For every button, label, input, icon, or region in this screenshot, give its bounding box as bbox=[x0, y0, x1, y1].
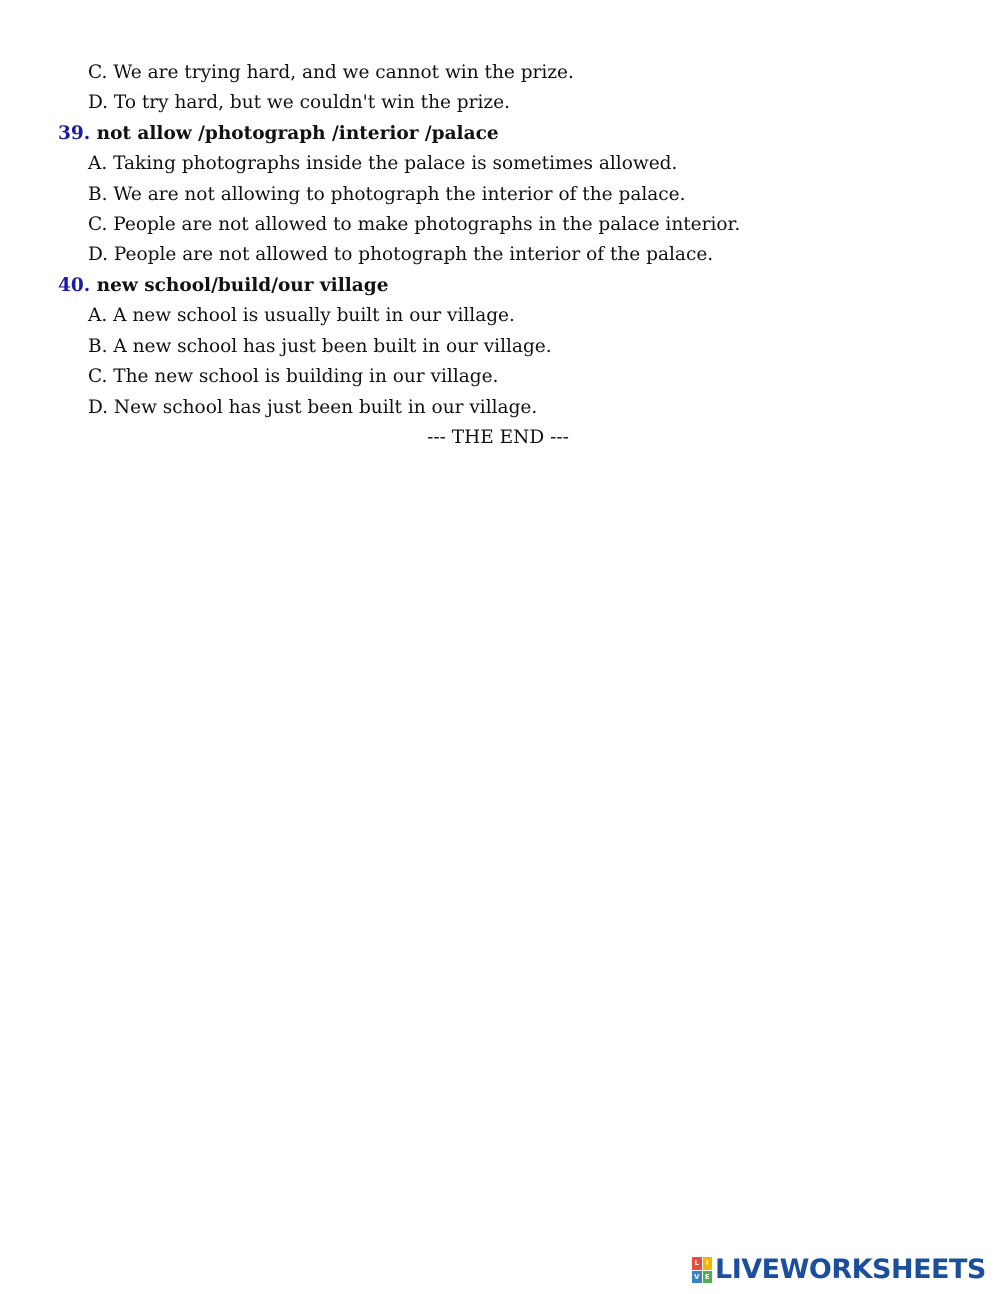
q39-heading bbox=[58, 123, 499, 145]
liveworksheets-logo-icon bbox=[692, 1257, 712, 1283]
q39-option-d: D. People are not allowed to photograph the interior of the palace. bbox=[88, 244, 714, 265]
q40-option-b: B. A new school has just been built in our village. bbox=[88, 336, 552, 357]
the-end-text: --- THE END --- bbox=[427, 427, 569, 448]
q40-prompt: new school/build/our village bbox=[96, 275, 389, 296]
q38-option-d: D. To try hard, but we couldn't win the prize. bbox=[88, 92, 510, 113]
logo-square-e: E bbox=[703, 1271, 713, 1284]
logo-square-v: V bbox=[692, 1271, 702, 1284]
liveworksheets-logo[interactable] bbox=[692, 1255, 986, 1285]
logo-square-l: L bbox=[692, 1257, 702, 1270]
q40-option-d: D. New school has just been built in our village. bbox=[88, 397, 538, 418]
the-end-marker bbox=[0, 427, 1000, 449]
q39-option-a: A. Taking photographs inside the palace is sometimes allowed. bbox=[88, 153, 678, 174]
liveworksheets-logo-text: LIVEWORKSHEETS bbox=[715, 1254, 986, 1285]
q40-option-a: A. A new school is usually built in our village. bbox=[88, 305, 515, 326]
q40-number: 40. bbox=[58, 275, 91, 296]
q39-option-c: C. People are not allowed to make photographs in the palace interior. bbox=[88, 214, 741, 235]
q40-heading bbox=[58, 275, 388, 297]
q39-number: 39. bbox=[58, 123, 91, 144]
q40-option-c: C. The new school is building in our village. bbox=[88, 366, 499, 387]
logo-square-i: I bbox=[703, 1257, 713, 1270]
q39-option-b: B. We are not allowing to photograph the interior of the palace. bbox=[88, 184, 686, 205]
q38-option-c: C. We are trying hard, and we cannot win the prize. bbox=[88, 62, 574, 83]
q39-prompt: not allow /photograph /interior /palace bbox=[96, 123, 499, 144]
